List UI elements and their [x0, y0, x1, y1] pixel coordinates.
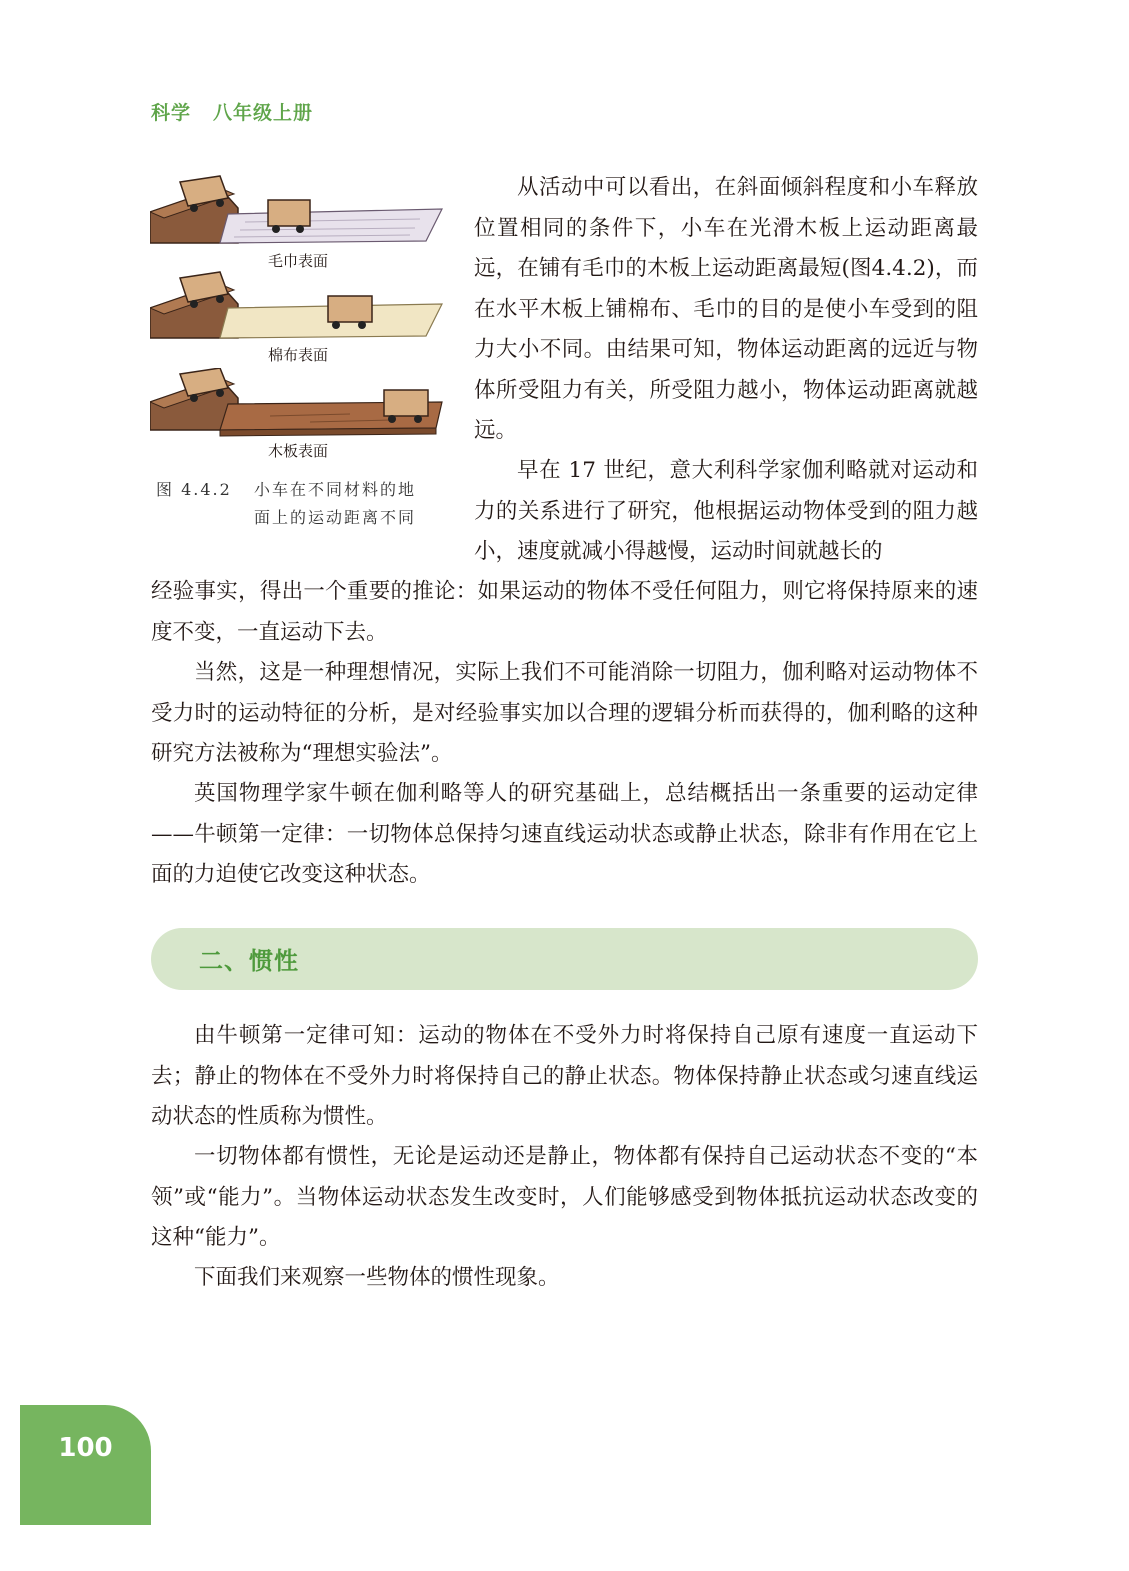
header-subject: 科学: [151, 102, 192, 124]
header-grade: 八年级上册: [213, 102, 314, 124]
paragraph-activity-result: 从活动中可以看出，在斜面倾斜程度和小车释放位置相同的条件下，小车在光滑木板上运动距离最远，在铺有毛巾的木板上运动距离最短(图4.4.2)，而在水平木板上铺棉布、毛巾的目的是使小车受到的阻力大小不同。由结果可知，物体运动距离的远近与物体所受阻力有关，所受阻力越小，物体运动距离就越远。: [474, 175, 978, 443]
section-header-bar: [151, 928, 978, 990]
paragraph-galileo-end: 经验事实，得出一个重要的推论：如果运动的物体不受任何阻力，则它将保持原来的速度不变，一直运动下去。: [151, 579, 978, 645]
wood-surface-illustration: [150, 368, 446, 438]
paragraph-newton-first-law: 英国物理学家牛顿在伽利略等人的研究基础上，总结概括出一条重要的运动定律——牛顿第一定律：一切物体总保持匀速直线运动状态或静止状态，除非有作用在它上面的力迫使它改变这种状态。: [151, 781, 978, 887]
page-number: 100: [58, 1433, 113, 1463]
figure-panel-wood: [150, 368, 446, 460]
panel-label-cotton: 棉布表面: [267, 346, 328, 364]
figure-number: 图 4.4.2: [156, 480, 232, 499]
paragraph-galileo-start: 早在 17 世纪，意大利科学家伽利略就对运动和力的关系进行了研究，他根据运动物体受到的阻力越小，速度就减小得越慢，运动时间就越长的: [474, 458, 978, 564]
page-number-tab: [20, 1405, 151, 1525]
paragraph-inertia-ability: 一切物体都有惯性，无论是运动还是静止，物体都有保持自己运动状态不变的“本领”或“能力”。当物体运动状态发生改变时，人们能够感受到物体抵抗运动状态改变的这种“能力”。: [151, 1144, 978, 1250]
paragraph-observe: 下面我们来观察一些物体的惯性现象。: [194, 1265, 560, 1290]
section-title: 二、惯性: [199, 947, 299, 975]
towel-surface-illustration: [150, 172, 446, 248]
panel-label-wood: 木板表面: [267, 442, 328, 460]
cotton-surface-illustration: [150, 270, 446, 342]
figure-caption: [156, 476, 446, 532]
paragraph-ideal-experiment: 当然，这是一种理想情况，实际上我们不可能消除一切阻力，伽利略对运动物体不受力时的运动特征的分析，是对经验事实加以合理的逻辑分析而获得的，伽利略的这种研究方法被称为“理想实验法”。: [151, 660, 978, 766]
running-header: [151, 98, 313, 125]
caption-line-2: 面上的运动距离不同: [254, 508, 417, 527]
figure-panel-towel: [150, 172, 446, 270]
caption-line-1: 小车在不同材料的地: [254, 480, 417, 499]
panel-label-towel: 毛巾表面: [267, 252, 328, 270]
figure-panel-cotton: [150, 270, 446, 364]
paragraph-inertia-definition: 由牛顿第一定律可知：运动的物体在不受外力时将保持自己原有速度一直运动下去；静止的物体在不受外力时将保持自己的静止状态。物体保持静止状态或匀速直线运动状态的性质称为惯性。: [151, 1023, 978, 1129]
